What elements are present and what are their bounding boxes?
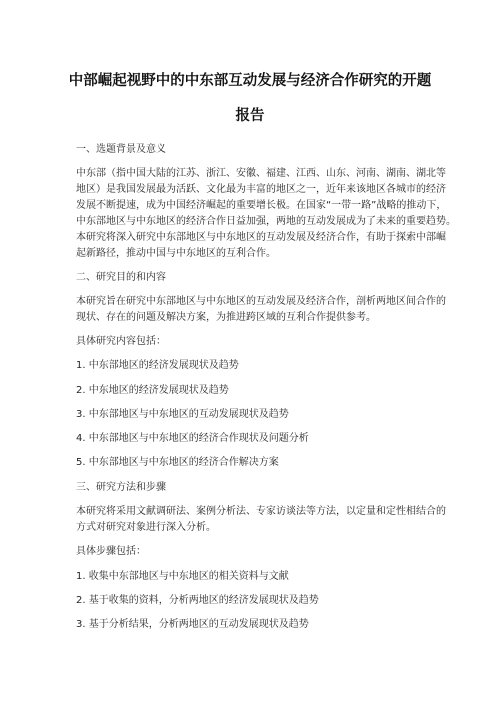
section-3-list-item: 1. 收集中东部地区与中东地区的相关资料与文献 [76,571,289,582]
document-title-line-2: 报告 [235,108,265,124]
section-3-list-item: 3. 基于分析结果，分析两地区的互动发展现状及趋势 [76,619,309,630]
section-3-paragraph-line: 本研究将采用文献调研法、案例分析法、专家访谈法等方法，以定量和定性相结合的 [76,506,446,517]
section-2-list-intro: 具体研究内容包括： [76,336,166,347]
section-2-list-item: 5. 中东部地区与中东地区的经济合作解决方案 [76,457,279,468]
section-1-paragraph-line: 本研究将深入研究中东部地区与中东地区的互动发展及经济合作，有助于探索中部崛 [76,232,446,243]
section-2-list-item: 4. 中东部地区与中东地区的经济合作现状及问题分析 [76,433,309,444]
section-1-paragraph-line: 中东部地区与中东地区的经济合作日益加强，两地的互动发展成为了未来的重要趋势。 [76,216,456,227]
section-2-paragraph-line: 本研究旨在研究中东部地区与中东地区的互动发展及经济合作，剖析两地区间合作的 [76,296,446,307]
section-3-heading: 三、研究方法和步骤 [76,482,166,493]
section-2-list-item: 2. 中东地区的经济发展现状及趋势 [76,385,229,396]
section-3-paragraph-line: 方式对研究对象进行深入分析。 [76,522,216,533]
section-1-paragraph-line: 发展不断提速，成为中国经济崛起的重要增长极。在国家“一带一路”战略的推动下， [76,200,447,211]
section-2-paragraph-line: 现状、存在的问题及解决方案，为推进跨区域的互利合作提供参考。 [76,312,376,323]
section-2-list-item: 1. 中东部地区的经济发展现状及趋势 [76,360,239,371]
document-title-line-1: 中部崛起视野中的中东部互动发展与经济合作研究的开题 [68,73,432,89]
section-1-paragraph-line: 中东部（指中国大陆的江苏、浙江、安徽、福建、江西、山东、河南、湖南、湖北等 [76,168,446,179]
section-3-list-intro: 具体步骤包括： [76,546,146,557]
section-1-paragraph-line: 地区）是我国发展最为活跃、文化最为丰富的地区之一，近年来该地区各城市的经济 [76,184,446,195]
section-3-list-item: 2. 基于收集的资料，分析两地区的经济发展现状及趋势 [76,595,319,606]
section-1-heading: 一、选题背景及意义 [76,144,166,155]
section-1-paragraph-line: 起新路径，推动中国与中东地区的互利合作。 [76,248,276,259]
section-2-list-item: 3. 中东部地区与中东地区的互动发展现状及趋势 [76,409,289,420]
section-2-heading: 二、研究目的和内容 [76,272,166,283]
